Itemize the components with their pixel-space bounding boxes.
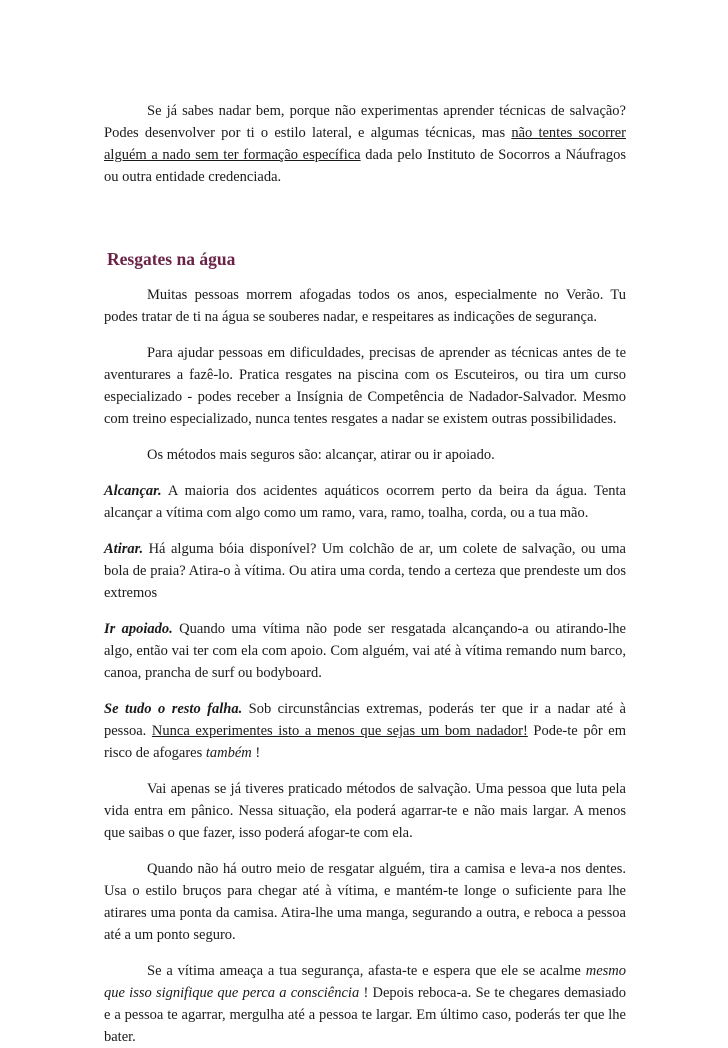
paragraph-ajudar: Para ajudar pessoas em dificuldades, precisas de aprender as técnicas antes de te aventurares a fazê-lo. Pratica resgates na piscina com os Escuteiros, ou tira um curso especializado - podes receber a Insígnia de Competência de Nadador-Salvador. Mesmo com treino especializado, nunca tentes resgates a nadar se existem outras possibilidades. — [104, 345, 626, 427]
paragraph-alcancar — [104, 480, 626, 524]
falha-text-3: ! — [251, 745, 261, 761]
apoiado-text: Quando uma vítima não pode ser resgatada alcançando-a ou atirando-lhe algo, então vai ter com ela com apoio. Com alguém, vai até à vítima remando num barco, canoa, prancha de surf ou bodyboard. — [104, 621, 626, 681]
falha-text-2: Pode-te pôr em risco de afogares — [104, 723, 626, 761]
alcancar-label: Alcançar. — [104, 483, 162, 499]
document-page — [104, 100, 626, 1048]
atirar-text: Há alguma bóia disponível? Um colchão de ar, um colete de salvação, ou uma bola de praia? Atira-o à vítima. Ou atira uma corda, tendo a certeza que prendeste um dos extremos — [104, 541, 626, 601]
seguranca-text: Se a vítima ameaça a tua segurança, afasta-te e espera que ele se acalme — [147, 963, 586, 979]
falha-underlined-warning: Nunca experimentes isto a menos que sejas um bom nadador! — [151, 723, 528, 739]
intro-paragraph — [104, 100, 626, 188]
atirar-label: Atirar. — [104, 541, 144, 557]
falha-text: Sob circunstâncias extremas, poderás ter que ir a nadar até à pessoa. — [104, 701, 626, 739]
seguranca-text-end: ! Depois reboca-a. Se te chegares demasiado e a pessoa te agarrar, mergulha até a pessoa te largar. Em último caso, poderás ter que lhe bater. — [104, 985, 626, 1045]
section-title: Resgates na água — [107, 249, 236, 269]
paragraph-metodos: Os métodos mais seguros são: alcançar, atirar ou ir apoiado. — [147, 447, 495, 463]
alcancar-text: A maioria dos acidentes aquáticos ocorrem perto da beira da água. Tenta alcançar a vítima com algo como um ramo, vara, ramo, toalha, corda, ou a tua mão. — [104, 483, 626, 521]
falha-label: Se tudo o resto falha. — [104, 701, 243, 717]
paragraph-se-tudo-falha — [104, 698, 626, 764]
seguranca-italic: mesmo que isso signifique que perca a consciência — [104, 963, 626, 1001]
falha-italic: também — [205, 745, 252, 761]
intro-underlined-warning: não tentes socorrer alguém a nado sem ter formação específica — [104, 125, 627, 163]
apoiado-label: Ir apoiado. — [104, 621, 173, 637]
paragraph-camisa: Quando não há outro meio de resgatar alguém, tira a camisa e leva-a nos dentes. Usa o estilo bruços para chegar até à vítima, e mantém-te longe o suficiente para lhe atirares uma ponta da camisa. Atira-lhe uma manga, segurando a outra, e reboca a pessoa até a um ponto seguro. — [104, 861, 626, 943]
paragraph-afogadas: Muitas pessoas morrem afogadas todos os anos, especialmente no Verão. Tu podes tratar de ti na água se souberes nadar, e respeitares as indicações de segurança. — [104, 287, 626, 325]
paragraph-ir-apoiado — [104, 618, 626, 684]
paragraph-seguranca — [104, 960, 626, 1048]
intro-text: Se já sabes nadar bem, porque não experimentas aprender técnicas de salvação? Podes desenvolver por ti o estilo lateral, e algumas técnicas, mas — [104, 103, 626, 141]
paragraph-atirar — [104, 538, 626, 604]
intro-text-end: dada pelo Instituto de Socorros a Náufragos ou outra entidade credenciada. — [104, 147, 626, 185]
paragraph-panico: Vai apenas se já tiveres praticado métodos de salvação. Uma pessoa que luta pela vida entra em pânico. Nessa situação, ela poderá agarrar-te e não mais largar. A menos que saibas o que fazer, isso poderá afogar-te com ela. — [104, 781, 626, 841]
